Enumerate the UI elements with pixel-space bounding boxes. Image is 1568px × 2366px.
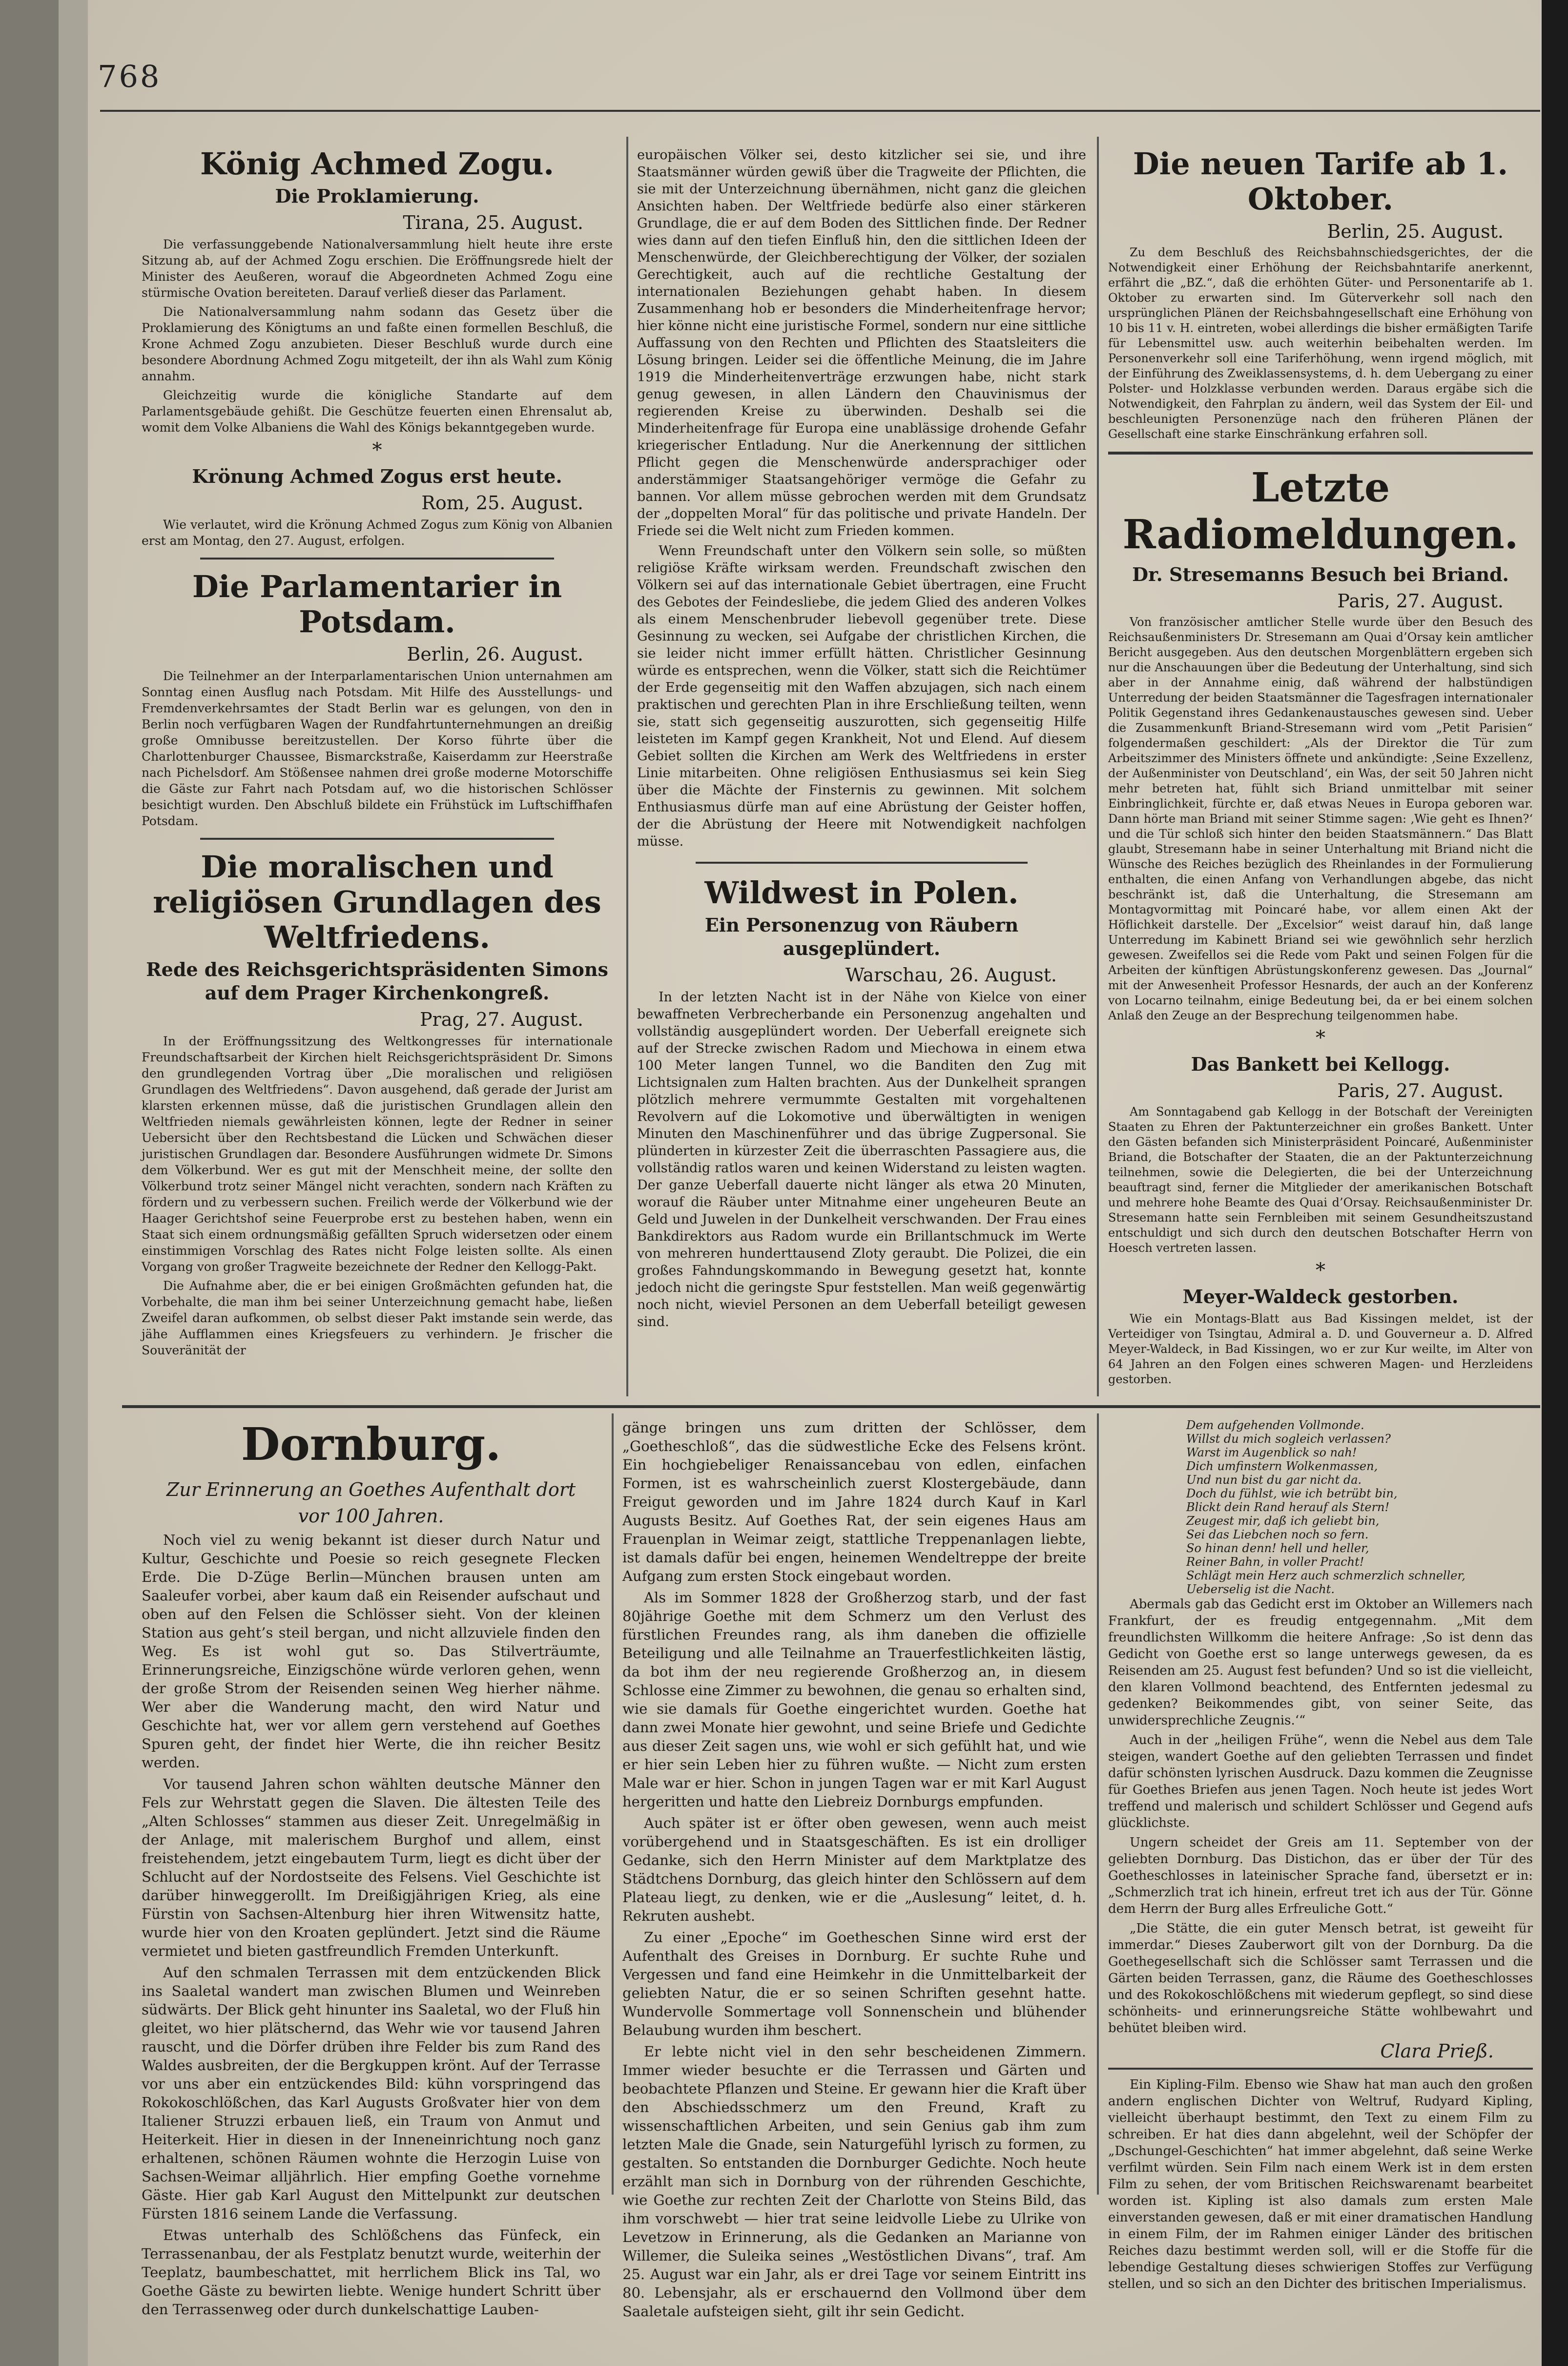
column-rule-1 bbox=[626, 137, 628, 1396]
dornburg-paragraph-4: Etwas unterhalb des Schlößchens das Fünfeck, ein Terrassenanbau, der als Festplatz benutzt wurde, weiterhin der Teeplatz, baumbeschattet, mit herrlichem Blick ins Tal, wo Goethe Gäste zu bewirten liebte. Wenige hundert Schritt über den Terrassenweg oder durch dunkelschattige Lauben- bbox=[142, 2227, 600, 2318]
dornburg-paragraph-5: gänge bringen uns zum dritten der Schlösser, dem „Goetheschloß“, das die südwestliche Ecke des Felsens krönt. Ein hochgiebeliger Renaissancebau von edlen, einfachen Formen, ist es wahrscheinlich zuerst Klostergebäude, dann Freigut geworden und im Jahre 1824 durch Kauf in Karl Augusts Besitz. Auf Goethes Rat, der sein eigenes Haus am Frauenplan in Weimar zeigt, stattliche Treppenanlagen liebte, ist damals dafür bei engen, heinemen Wendeltreppe der breite Aufgang zum ersten Stock eingebaut worden. bbox=[622, 1419, 1086, 1584]
zogu-paragraph-3: Gleichzeitig wurde die königliche Standarte auf dem Parlamentsgebäude gehißt. Die Geschütze feuerten einen Ehrensalut ab, womit dem Volke Albaniens die Wahl des Königs bekanntgegeben wurde. bbox=[142, 388, 613, 435]
separator-star: * bbox=[1316, 1259, 1325, 1282]
zogu-dateline-2: Rom, 25. August. bbox=[421, 492, 583, 514]
column-3 bbox=[1108, 146, 1533, 1390]
poem-line: Zeugest mir, daß ich geliebt bin, bbox=[1186, 1514, 1380, 1528]
zogu-paragraph-2: Die Nationalversammlung nahm sodann das Gesetz über die Proklamierung des Königtums an und faßte einen formellen Beschluß, die Krone Achmed Zogu anzubieten. Dieser Beschluß wurde durch eine besondere Abordnung Achmed Zogu mitgeteilt, der ihn als Wahl zum König annahm. bbox=[142, 305, 613, 383]
radio-dateline-2: Paris, 27. August. bbox=[1337, 1080, 1504, 1101]
polen-headline: Wildwest in Polen. bbox=[704, 875, 1019, 911]
moral-paragraph-4: Wenn Freundschaft unter den Völkern sein solle, so müßten religiöse Kräfte wirksam werden. Freundschaft zwischen den Völkern sei auf das internationale Gebiet übertragen, eine Frucht des Gebotes der Feindesliebe, die jedem Glied des anderen Volkes als einem Menschenbruder liebevoll gegenüber trete. Diese Gesinnung zu wecken, sei Aufgabe der christlichen Kirchen, die sie leider nicht immer erfüllt hätten. Christlicher Gesinnung würde es entsprechen, wenn die Völker, statt sich die Reichtümer der Erde gegenseitig mit den Waffen abzujagen, sich nach einem praktischen und gerechten Plan in ihre Erschließung teilten, wenn sie, statt sich gegenseitig auszurotten, sich gegenseitig Hilfe leisteten im Kampf gegen Krankheit, Not und Elend. Auf diesem Gebiet sollten die Kirchen am Werk des Weltfriedens in erster Linie mitarbeiten. Ohne religiösen Enthusiasmus sei kein Sieg über die Mächte der Finsternis zu gewinnen. Mit solchem Enthusiasmus dürfe man auf eine Abrüstung der Geister hoffen, der die Abrüstung der Heere mit Notwendigkeit nachfolgen müsse. bbox=[637, 543, 1086, 849]
poem-line: Reiner Bahn, in voller Pracht! bbox=[1186, 1555, 1364, 1569]
dornburg-paragraph-1: Noch viel zu wenig bekannt ist dieser durch Natur und Kultur, Geschichte und Poesie so reich gesegnete Flecken Erde. Die D-Züge Berlin—München brausen unten am Saaleufer vorbei, aber kaum daß ein Reisender aufschaut und oben auf den Felsen die Schlösser sieht. Von der kleinen Station aus geht’s steil bergan, und nicht allzuviele finden den Weg. Es ist wohl gut so. Das Stilverträumte, Erinnerungsreiche, Einzigschöne würde verloren gehen, wenn der große Strom der Reisenden seinen Weg hierher nähme. Wer aber die Wanderung macht, den wird Natur und Geschichte hat, wer vor allem gern verstehend auf Goethes Spuren geht, der findet hier Werte, die ihn reicher Besitz werden. bbox=[142, 1532, 600, 1771]
poem-line: Dich umfinstern Wolkenmassen, bbox=[1186, 1459, 1378, 1473]
zogu-paragraph-1: Die verfassunggebende Nationalversammlung hielt heute ihre erste Sitzung ab, auf der Achmed Zogu erschien. Die Eröffnungsrede hielt der Minister des Aeußeren, worauf die Abgeordneten Achmed Zogu eine stürmische Ovation bereiteten. Darauf verließ dieser das Parlament. bbox=[142, 237, 613, 300]
column-1 bbox=[142, 146, 613, 1361]
article-divider bbox=[696, 862, 1028, 864]
dornburg-paragraph-10: Abermals gab das Gedicht erst im Oktober an Willemers nach Frankfurt, der es freudig entgegennahm. „Mit dem freundlichsten Willkomm die heitere Anfrage: ‚So ist denn das Gedicht von Goethe erst so lange unterwegs gewesen, da es Reisenden am 25. August fest befunden? Und so ist die vielleicht, den klaren Vollmond beachtend, des Entfernten jedesmal zu gedenken? Beikommendes gibt, von seiner Seite, das unwidersprechliche Zeugnis.‘“ bbox=[1108, 1597, 1533, 1728]
potsdam-dateline: Berlin, 26. August. bbox=[407, 643, 583, 665]
poem-line: Sei das Liebchen noch so fern. bbox=[1186, 1528, 1369, 1541]
binding-strip bbox=[0, 0, 59, 2366]
dornburg-headline: Dornburg. bbox=[241, 1418, 501, 1471]
scan-edge bbox=[1542, 0, 1568, 2366]
moral-subtitle: Rede des Reichsgerichtspräsidenten Simons auf dem Prager Kirchenkongreß. bbox=[146, 958, 608, 1004]
potsdam-paragraph-1: Die Teilnehmer an der Interparlamentarischen Union unternahmen am Sonntag einen Ausflug nach Potsdam. Mit Hilfe des Ausstellungs- und Fremdenverkehrsamtes der Stadt Berlin war es gelungen, von den in Berlin noch verfügbaren Wagen der Rundfahrtunternehmungen an dreißig große Omnibusse bereitzustellen. Der Korso führte über die Charlottenburger Chaussee, Bismarckstraße, Kaiserdamm zur Heerstraße nach Pichelsdorf. Am Stößensee nahmen drei große moderne Motorschiffe die Gäste zur Fahrt nach Potsdam auf, wo die historischen Schlösser besichtigt wurden. Den Abschluß bildete ein Frühstück im Luftschiffhafen Potsdam. bbox=[142, 669, 613, 828]
radio-paragraph-2: Am Sonntagabend gab Kellogg in der Botschaft der Vereinigten Staaten zu Ehren der Paktunterzeichner ein großes Bankett. Unter den Gästen befanden sich Ministerpräsident Poincaré, Außenminister Briand, die Botschafter der Staaten, die an der Paktunterzeichnung teilnehmen, sowie die Delegierten, die bei der Unterzeichnung beauftragt sind, ferner die Mitglieder der amerikanischen Botschaft und mehrere hohe Beamte des Quai d’Orsay. Reichsaußenminister Dr. Stresemann hatte sein Fernbleiben mit seinem Gesundheitszustand entschuldigt und sich durch den deutschen Botschafter Herrn von Hoesch vertreten lassen. bbox=[1108, 1105, 1533, 1255]
poem-line: Doch du fühlst, wie ich betrübt bin, bbox=[1186, 1487, 1398, 1500]
poem-line: Ueberselig ist die Nacht. bbox=[1186, 1582, 1335, 1596]
zogu-subtitle: Die Proklamierung. bbox=[275, 185, 479, 207]
poem-line: Willst du mich sogleich verlassen? bbox=[1186, 1432, 1391, 1446]
poem-line: Und nun bist du gar nicht da. bbox=[1186, 1473, 1362, 1487]
column-rule-2 bbox=[1097, 137, 1099, 1396]
poem-line: So hinan denn! hell und heller, bbox=[1186, 1541, 1369, 1555]
poem-line: Dem aufgehenden Vollmonde. bbox=[1186, 1418, 1364, 1432]
poem-line: Schlägt mein Herz auch schmerzlich schneller, bbox=[1186, 1569, 1465, 1582]
feuilleton-rule bbox=[122, 1405, 1540, 1408]
moral-dateline: Prag, 27. August. bbox=[420, 1009, 583, 1030]
page-number: 768 bbox=[98, 59, 162, 94]
zogu-subheading-2: Krönung Achmed Zogus erst heute. bbox=[192, 465, 562, 487]
goethe-poem bbox=[1108, 1418, 1533, 1596]
kipling-paragraph: Ein Kipling-Film. Ebenso wie Shaw hat man auch den großen andern englischen Dichter von Weltruf, Rudyard Kipling, vielleicht überhaupt bestimmt, den Text zu einem Film zu schreiben. Er hat dies dann abgelehnt, weil der Schöpfer der „Dschungel-Geschichten“ hat immer abgelehnt, daß seine Werke verfilmt würden. Sein Film nach einem Werk ist in dem ersten Film zu sehen, der vom Britischen Reichswarenamt bearbeitet worden ist. Kipling ist also damals zum ersten Male einverstanden gewesen, daß er mit einer dramatischen Handlung in einem Film, der im Rahmen einiger Länder des britischen Reiches dazu bestimmt werden soll, will er die Stoffe für die lebendige Gestaltung dieses schwierigen Stoffes zur Verfügung stellen, und so sich an den Dichter des britischen Imperialismus. bbox=[1108, 2077, 1533, 2291]
radio-paragraph-1: Von französischer amtlicher Stelle wurde über den Besuch des Reichsaußenministers Dr. Stresemann am Quai d’Orsay kein amtlicher Bericht ausgegeben. Aus den deutschen Morgenblättern ergeben sich nur die Anschauungen über die Bedeutung der Unterhaltung, sind sich aber in der Annahme einig, daß während der halbstündigen Unterredung der beiden Staatsmänner die Tagesfragen internationaler Politik Gegenstand ihres Gedankenaustausches gewesen sind. Ueber die Zusammenkunft Briand-Stresemann wird vom „Petit Parisien“ folgendermaßen geschildert: „Als der Direktor die Tür zum Arbeitszimmer des Ministers öffnete und ankündigte: ‚Seine Exzellenz, der Außenminister von Deutschland‘, ein Was, der seit 50 Jahren nicht mehr betreten hat, fühlt sich Briand unmittelbar mit seiner Einbringlichkeit, fürchte er, daß etwas Neues in Europa geboren war. Dann hörte man Briand mit seiner Stimme sagen: ‚Wie geht es Ihnen?‘ und die Tür schloß sich hinter den beiden Staatsmännern.“ Das Blatt glaubt, Stresemann habe in seiner Unterhaltung mit Briand nicht die Wünsche des Reiches bezüglich des Rheinlandes in der Formulierung enthalten, die einen Anfang von Verhandlungen abgebe, das nicht beschränkt ist, daß die Unterhaltung, die Stresemann am Montagvormittag mit Poincaré habe, vor allem einen Akt der Höflichkeit darstelle. Der „Excelsior“ weist darauf hin, daß lange Unterredung im Kabinett Briand sei wie gewöhnlich sehr herzlich gewesen. Zweifellos sei die Rede vom Pakt und seinen Folgen für die Arbeiten der künftigen Abrüstungskonferenz gewesen. Das „Journal“ mit der Anwesenheit Professor Hesnards, der auch an der Konferenz von Locarno teilnahm, einige Bedeutung bei, da er bei einem solchen Anlaß den Zeuge an der Besprechung teilgenommen habe. bbox=[1108, 615, 1533, 1022]
polen-dateline: Warschau, 26. August. bbox=[845, 964, 1057, 986]
author-signature: Clara Prieß. bbox=[1380, 2040, 1494, 2062]
column-rule-3 bbox=[612, 1413, 614, 2195]
dornburg-column-3 bbox=[1108, 1418, 1533, 2295]
radio-subheading-1: Dr. Stresemanns Besuch bei Briand. bbox=[1132, 563, 1509, 585]
radio-headline: Letzte Radiomeldungen. bbox=[1122, 464, 1519, 558]
poem-line: Blickt dein Rand herauf als Stern! bbox=[1186, 1500, 1390, 1514]
radio-paragraph-3: Wie ein Montags-Blatt aus Bad Kissingen meldet, ist der Verteidiger von Tsingtau, Admiral a. D. und Gouverneur a. D. Alfred Meyer-Waldeck, in Bad Kissingen, wo er zur Kur weilte, im Alter von 64 Jahren an den Folgen eines schweren Magen- und Herzleidens gestorben. bbox=[1108, 1312, 1533, 1386]
column-2 bbox=[637, 146, 1086, 1333]
dornburg-column-1 bbox=[142, 1418, 600, 2322]
dornburg-paragraph-13: „Die Stätte, die ein guter Mensch betrat, ist geweiht für immerdar.“ Dieses Zauberwort gilt von der Dornburg. Da die Goethegesellschaft sich die Schlösser samt Terrassen und die Gärten beiden Terrassen, ganz, die Räume des Goetheschlosses und des Rokokoschlößchens mit wiederum gepflegt, so sind diese schönheits- und erinnerungsreiche Stätte wohlbewahrt und behütet bleiben wird. bbox=[1108, 1921, 1533, 2035]
column-rule-4 bbox=[1097, 1413, 1099, 2195]
binding-edge bbox=[59, 0, 88, 2366]
section-divider bbox=[1108, 2068, 1533, 2070]
dornburg-paragraph-7: Auch später ist er öfter oben gewesen, wenn auch meist vorübergehend und in Staatsgeschäften. Es ist ein drolliger Gedanke, sich den Herrn Minister auf dem Marktplatze des Städtchens Dornburg, das gleich hinter den Schlössern auf dem Plateau liegt, zu denken, wie er die „Auslesung“ leitet, d. h. Rekruten aushebt. bbox=[622, 1815, 1086, 1924]
zogu-dateline: Tirana, 25. August. bbox=[403, 212, 583, 233]
section-divider bbox=[1108, 452, 1533, 455]
article-divider bbox=[200, 558, 554, 560]
moral-headline: Die moralischen und religiösen Grundlagen des Weltfriedens. bbox=[153, 849, 601, 955]
separator-star: * bbox=[372, 439, 382, 461]
tarife-dateline: Berlin, 25. August. bbox=[1327, 221, 1504, 242]
dornburg-paragraph-8: Zu einer „Epoche“ im Goetheschen Sinne wird erst der Aufenthalt des Greises in Dornburg. Er suchte Ruhe und Vergessen und fand eine Heimkehr in die Unmittelbarkeit der geliebten Natur, die er so seinen Schriften gesehnt hatte. Wundervolle Sommertage voll Sonnenschein und blühender Belaubung wurden ihm beschert. bbox=[622, 1929, 1086, 2038]
polen-subtitle: Ein Personenzug von Räubern ausgeplündert. bbox=[704, 914, 1019, 959]
tarife-paragraph-1: Zu dem Beschluß des Reichsbahnschiedsgerichtes, der die Notwendigkeit einer Erhöhung der Reichsbahntarife anerkennt, erfährt die „BZ.“, daß die erhöhten Güter- und Personentarife ab 1. Oktober zu erwarten sind. Im Güterverkehr soll nach den ursprünglichen Plänen der Reichsbahngesellschaft eine Erhöhung von 10 bis 11 v. H. eintreten, wobei allerdings die bisher ermäßigten Tarife für Lebensmittel usw. auch weiterhin beibehalten werden. Im Personenverkehr soll eine Tariferhöhung, wenn irgend möglich, mit der Einführung des Zweiklassensystems, d. h. dem Uebergang zu einer Polster- und Holzklasse verbunden werden. Daraus ergäbe sich die Notwendigkeit, den Fahrplan zu ändern, weil das System der Eil- und beschleunigten Personenzüge nach den früheren Plänen der Gesellschaft eine starke Einschränkung erfahren soll. bbox=[1108, 246, 1533, 441]
dornburg-paragraph-11: Auch in der „heiligen Frühe“, wenn die Nebel aus dem Tale steigen, wandert Goethe auf den geliebten Terrassen und findet dafür schönsten lyrischen Ausdruck. Dazu kommen die Zeugnisse für Goethes Briefen aus jenen Tagen. Noch heute ist jedes Wort treffend und malerisch und schildert Schlösser und Gegend aufs glücklichste. bbox=[1108, 1733, 1533, 1830]
tarife-headline: Die neuen Tarife ab 1. Oktober. bbox=[1133, 146, 1508, 217]
dornburg-paragraph-2: Vor tausend Jahren schon wählten deutsche Männer den Fels zur Wehrstatt gegen die Slaven. Die ältesten Teile des „Alten Schlosses“ stammen aus dieser Zeit. Unregelmäßig in der Anlage, mit malerischem Burghof und allem, einst freistehendem, jetzt eingebautem Turm, liegt es dicht über der Schlucht auf der Nordostseite des Felsens. Viel Geschichte ist darüber hinweggerollt. Im Dreißigjährigen Krieg, als eine Fürstin von Sachsen-Altenburg hier ihren Witwensitz hatte, wurde hier von den Kroaten geplündert. Jetzt sind die Räume vermietet und bieten gastfreundlich Fremden Unterkunft. bbox=[142, 1776, 600, 1959]
zogu-paragraph-4: Wie verlautet, wird die Krönung Achmed Zogus zum König von Albanien erst am Montag, den 27. August, erfolgen. bbox=[142, 518, 613, 548]
separator-star: * bbox=[1316, 1027, 1325, 1049]
dornburg-paragraph-12: Ungern scheidet der Greis am 11. September von der geliebten Dornburg. Das Distichon, das er über der Tür des Goetheschlosses in lateinischer Sprache fand, übersetzt er in: „Schmerzlich trat ich hinein, erfreut tret ich aus der Tür. Gönne dem Herrn der Burg alles Erfreuliche Gott.“ bbox=[1108, 1835, 1533, 1916]
moral-paragraph-3: europäischen Völker sei, desto kitzlicher sei sie, und ihre Staatsmänner würden gewiß über die Tragweite der Pflichten, die sie mit der Unterzeichnung übernähmen, nicht ganz die gleichen Ansichten haben. Der Weltfriede bedürfe also einer stärkeren Grundlage, die er auf dem Boden des Sittlichen finde. Der Redner wies dann auf den tiefen Einfluß hin, den die sittlichen Ideen der Menschenwürde, der Gleichberechtigung der Völker, der sozialen Gerechtigkeit, auch auf die rechtliche Gestaltung der internationalen Beziehungen gehabt haben. In diesem Zusammenhang hob er besonders die Minderheitenfrage hervor; hier könne nicht eine juristische Formel, sondern nur eine sittliche Auffassung von den Rechten und Pflichten des Staatsleiters die Lösung bringen. Leider sei die öffentliche Meinung, die im Jahre 1919 die Minderheitenverträge erzwungen habe, nicht stark genug gewesen, in allen Ländern den Chauvinismus der regierenden Kreise zu überwinden. Deshalb sei die Minderheitenfrage für Europa eine unablässige drohende Gefahr kriegerischer Entladung. Nur die Anerkennung der sittlichen Pflicht gegen die Menschenwürde andersprachiger oder anderstämmiger Staatsangehöriger vermöge die Gefahr zu bannen. Vor allem müsse gebrochen werden mit dem Grundsatz der „doppelten Moral“ für das politische und private Handeln. Der Friede sei die Welt nicht zum Frieden kommen. bbox=[637, 147, 1086, 539]
dornburg-subtitle-line-1: Zur Erinnerung an Goethes Aufenthalt dort bbox=[166, 1479, 576, 1500]
moral-paragraph-2: Die Aufnahme aber, die er bei einigen Großmächten gefunden hat, die Vorbehalte, die man ihm bei seiner Unterzeichnung gemacht habe, ließen Zweifel daran aufkommen, ob selbst dieser Pakt imstande sein werde, das jähe Aufflammen eines Kriegsfeuers zu verhindern. Je frischer die Souveränität der bbox=[142, 1279, 613, 1357]
moral-paragraph-1: In der Eröffnungssitzung des Weltkongresses für internationale Freundschaftsarbeit der Kirchen hielt Reichsgerichtspräsident Dr. Simons den grundlegenden Vortrag über „Die moralischen und religiösen Grundlagen des Weltfriedens“. Davon ausgehend, daß gerade der Jurist am klarsten erkennen müsse, daß die juristischen Grundlagen allein den Weltfrieden niemals gewährleisten können, legte der Redner in seiner Uebersicht über den Rechtsbestand die Lücken und Schwächen dieser juristischen Grundlagen dar. Besondere Ausführungen widmete Dr. Simons dem Völkerbund. Wer es gut mit der Menschheit meine, der sollte den Völkerbund trotz seiner Mängel nicht verachten, sondern nach Kräften zu fördern und zu verbessern suchen. Freilich werde der Völkerbund wie der Haager Gerichtshof seine Feuerprobe erst zu bestehen haben, wenn ein Staat sich einem ordnungsmäßig gefällten Spruch widersetzen oder einem einstimmigen Vorschlag des Rates nicht Folge leisten sollte. Als einen Vorgang von großer Tragweite bezeichnete der Redner den Kellogg-Pakt. bbox=[142, 1034, 613, 1274]
zogu-headline: König Achmed Zogu. bbox=[200, 146, 554, 182]
radio-subheading-2: Das Bankett bei Kellogg. bbox=[1191, 1053, 1450, 1075]
potsdam-headline: Die Parlamentarier in Potsdam. bbox=[192, 569, 562, 640]
dornburg-paragraph-6: Als im Sommer 1828 der Großherzog starb, und der fast 80jährige Goethe mit dem Schmerz um den Verlust des fürstlichen Freundes rang, als ihm daneben die offizielle Beteiligung und alle Teilnahme an Trauerfestlichkeiten lästig, da bot ihm der neu regierende Großherzog an, in diesem Schlosse eine Zimmer zu bewohnen, die genau so erhalten sind, wie sie damals für Goethe eingerichtet wurden. Goethe hat dann zwei Monate hier gewohnt, und seine Briefe und Gedichte aus dieser Zeit sagen uns, wie wohl er sich gefühlt hat, und wie er hier sein Leben hier zu führen wußte. — Nicht zum ersten Male war er hier. Schon in jungen Tagen war er mit Karl August hergeritten und hatte den Liebreiz Dornburgs empfunden. bbox=[622, 1589, 1086, 1810]
dornburg-paragraph-9: Er lebte nicht viel in den sehr bescheidenen Zimmern. Immer wieder besuchte er die Terrassen und Gärten und beobachtete Pflanzen und Steine. Er gewann hier die Kraft über den Abschiedsschmerz um den Freund, Kraft zu wissenschaftlichen Arbeiten, und sein Genius gab ihm zum letzten Male die Gnade, sein Naturgefühl lyrisch zu formen, zu gestalten. So entstanden die Dornburger Gedichte. Noch heute erzählt man sich in Dornburg von der rührenden Geschichte, wie Goethe zur rechten Zeit der Charlotte von Steins Bild, das ihm vorschwebt — hier trat seine leidvolle Liebe zu Ulrike von Levetzow in Erinnerung, als die Gedanken an Marianne von Willemer, die Suleika seines „Westöstlichen Divans“, traf. Am 25. August war ein Jahr, als er drei Tage vor seinem Eintritt ins 80. Lebensjahr, als er erschauernd den Vollmond über dem Saaletale aufsteigen sieht, gilt ihr sein Gedicht. bbox=[622, 2043, 1086, 2320]
radio-dateline-1: Paris, 27. August. bbox=[1337, 590, 1504, 612]
polen-paragraph-1: In der letzten Nacht ist in der Nähe von Kielce von einer bewaffneten Verbrecherbande ein Personenzug angehalten und vollständig ausgeplündert worden. Der Ueberfall ereignete sich auf der Strecke zwischen Radom und Miechowa in einem etwa 100 Meter langen Tunnel, wo die Banditen den Zug mit Lichtsignalen zum Halten brachten. Aus der Dunkelheit sprangen plötzlich mehrere vermummte Gestalten mit vorgehaltenen Revolvern auf die Lokomotive und überwältigten in wenigen Minuten den Maschinenführer und das übrige Zugpersonal. Sie plünderten in kürzester Zeit die überraschten Passagiere aus, die vollständig ratlos waren und keinen Widerstand zu leisten wagten. Der ganze Ueberfall dauerte nicht länger als etwa 20 Minuten, worauf die Räuber unter Mitnahme einer ungeheuren Beute an Geld und Juwelen in der Dunkelheit verschwanden. Der Frau eines Bankdirektors aus Radom wurde ein Brillantschmuck im Werte von mehreren hunderttausend Zloty geraubt. Die Polizei, die ein großes Fahndungskommando in Bewegung gesetzt hat, konnte jedoch nicht die geringste Spur feststellen. Man weiß gegenwärtig noch nicht, wieviel Personen an dem Ueberfall beteiligt gewesen sind. bbox=[637, 990, 1086, 1329]
dornburg-column-2 bbox=[622, 1418, 1086, 2324]
poem-line: Warst im Augenblick so nah! bbox=[1186, 1446, 1357, 1459]
top-rule bbox=[100, 110, 1540, 112]
radio-subheading-3: Meyer-Waldeck gestorben. bbox=[1182, 1286, 1459, 1308]
dornburg-paragraph-3: Auf den schmalen Terrassen mit dem entzückenden Blick ins Saaletal wandert man zwischen Blumen und Weinreben südwärts. Der Blick geht hinunter ins Saaletal, wo der Fluß hin gleitet, wo hier plätschernd, das Wehr wie vor tausend Jahren rauscht, und die Dörfer drüben ihre Felder bis zum Rand des Waldes ausbreiten, der die Bergkuppen krönt. Auf der Terrasse vor uns aber ein entzückendes Bild: kühn vorspringend das Rokokoschlößchen, das Karl Augusts Großvater hier von dem Italiener Struzzi erbauen ließ, ein Traum von Anmut und Heiterkeit. Hier in diesen in der Inneneinrichtung noch ganz erhaltenen, schönen Räumen wohnte die Herzogin Luise von Sachsen-Weimar alljährlich. Hier empfing Goethe vornehme Gäste. Hier gab Karl August den Mittelpunkt zur deutschen Fürsten 1816 seinem Lande die Verfassung. bbox=[142, 1964, 600, 2222]
dornburg-subtitle-line-2: vor 100 Jahren. bbox=[298, 1505, 444, 1527]
article-divider bbox=[200, 838, 554, 840]
